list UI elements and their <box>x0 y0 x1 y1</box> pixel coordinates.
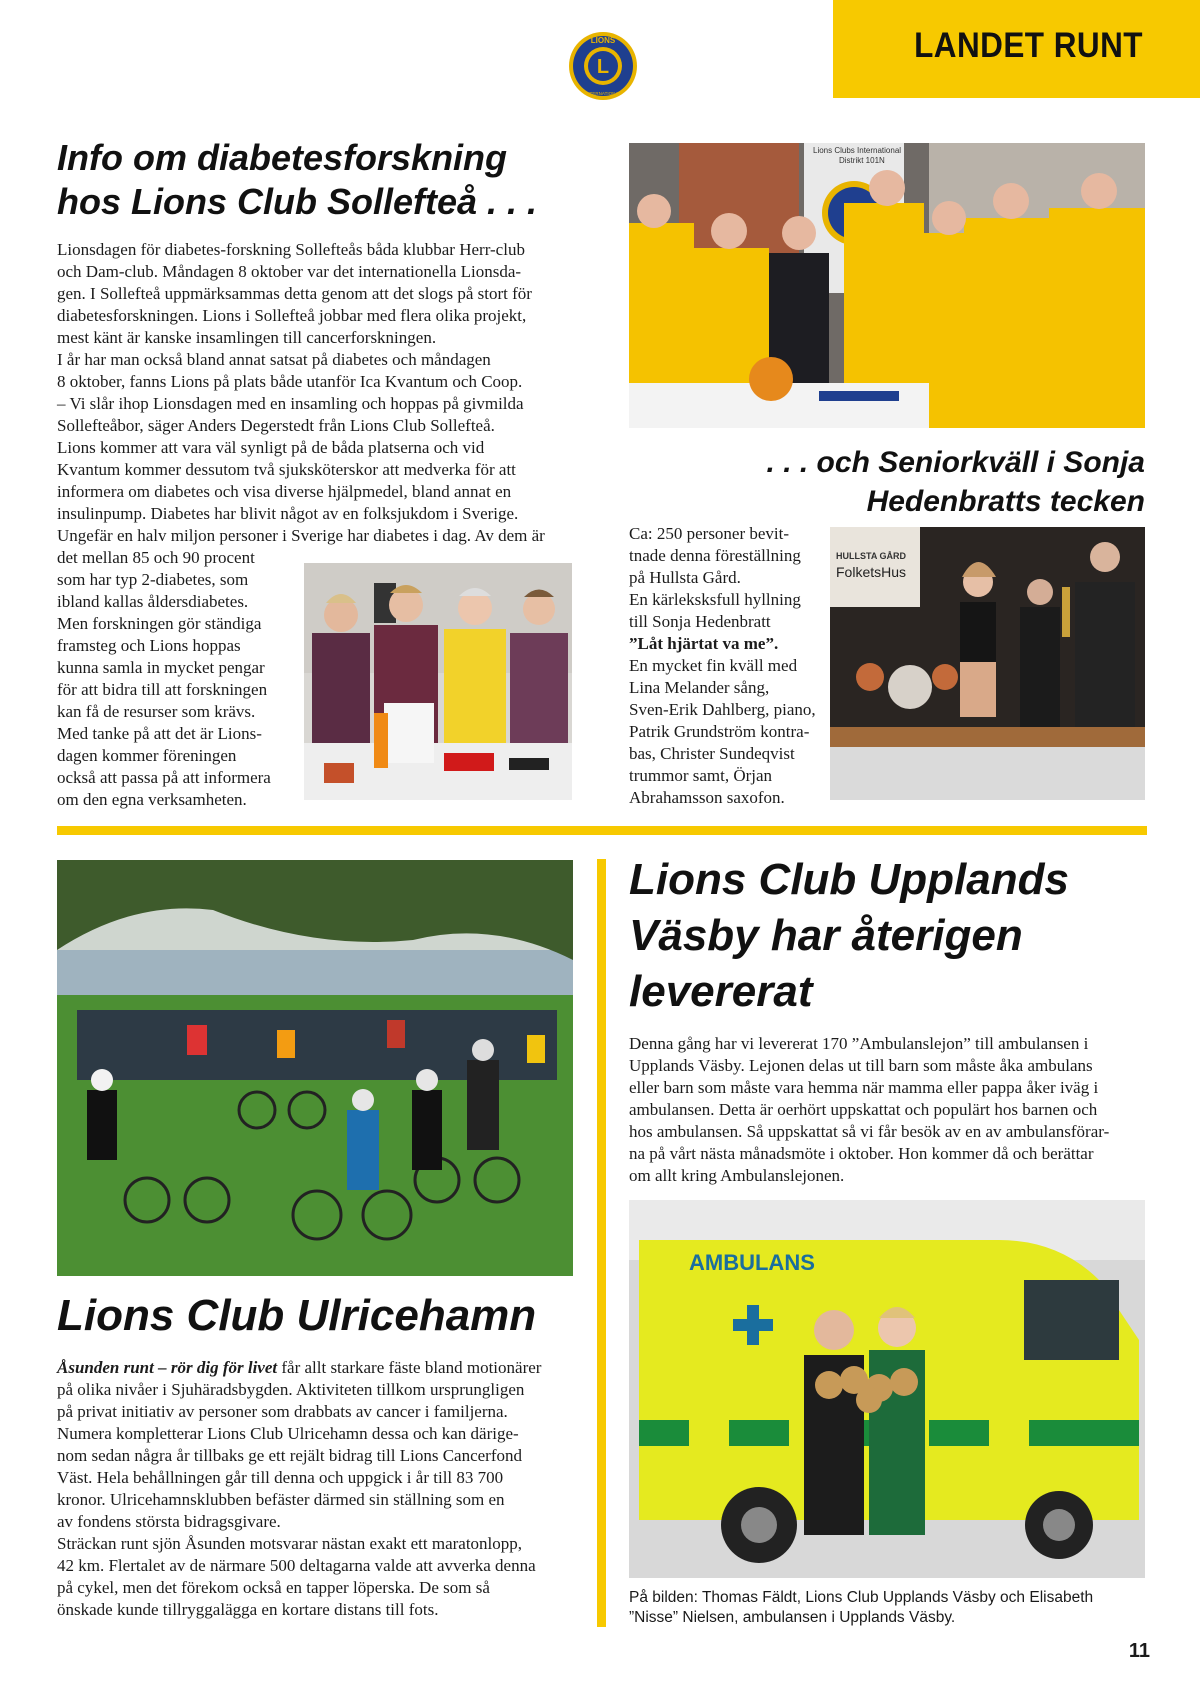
lions-logo <box>567 30 639 102</box>
article2-title <box>640 443 1145 521</box>
page-number: 11 <box>1128 1640 1150 1662</box>
article3-body-line: på cykel, men det förekom också en tapper löperska. De som så <box>57 1578 490 1597</box>
article1-body-side <box>57 547 297 811</box>
article4-title-line1: Lions Club Upplands <box>629 855 1069 904</box>
article4-body <box>629 1033 1149 1187</box>
article1-body-line: gen. I Sollefteå uppmärksammas detta genom att det slogs på stort för <box>57 284 532 303</box>
article2-body-line: trummor samt, Örjan <box>629 766 773 785</box>
article3-body-line: Väst. Hela behållningen går till denna och uppgick i år till 83 700 <box>57 1468 504 1487</box>
stage-sign-line2: FolketsHus <box>836 564 907 580</box>
article1-body-line: 8 oktober, fanns Lions på plats både utanför Ica Kvantum och Coop. <box>57 372 523 391</box>
article2-body-line: till Sonja Hedenbratt <box>629 612 771 631</box>
article2-body-line: Abrahamsson saxofon. <box>629 788 785 807</box>
article2-body-line: Lina Melander sång, <box>629 678 770 697</box>
article4-title-line3: levererat <box>629 967 813 1016</box>
article3-body-line: av fondens största bidragsgivare. <box>57 1512 281 1531</box>
article2-body-line: bas, Christer Sundeqvist <box>629 744 795 763</box>
article4-body-line: hos ambulansen. Så uppskattat så vi får besök av en av ambulansförar- <box>629 1122 1110 1141</box>
article1-body-line: Sollefteåbor, säger Anders Degerstedt från Lions Club Sollefteå. <box>57 416 495 435</box>
article1-body-line: Kvantum kommer dessutom två sjuksköterskor att medverka för att <box>57 460 516 479</box>
article2-title-line2: Hedenbratts tecken <box>866 485 1145 518</box>
article4-body-line: ambulansen. Detta är oerhört uppskattat och populärt hos barnen och <box>629 1100 1098 1119</box>
article3-body-line: Numera kompletterar Lions Club Ulricehamn dessa och kan därige- <box>57 1424 519 1443</box>
article1-body-line: dagen kommer föreningen <box>57 746 237 765</box>
article3-body-line: önskade kunde tillryggalägga en kortare distans till fots. <box>57 1600 439 1619</box>
article1-body-line: Med tanke på att det är Lions- <box>57 724 262 743</box>
article1-title <box>57 136 597 224</box>
logo-label: LIONS <box>590 36 616 45</box>
article1-title-line2: hos Lions Club Sollefteå . . . <box>57 181 538 222</box>
article4-title <box>629 852 1149 1020</box>
article1-body-line: framsteg och Lions hoppas <box>57 636 241 655</box>
article1-body-line: – Vi slår ihop Lionsdagen med en insamling och hoppas på givmilda <box>57 394 524 413</box>
caption-line2: ”Nisse” Nielsen, ambulansen i Upplands Väsby. <box>629 1609 956 1626</box>
article1-body-line: kunna samla in mycket pengar <box>57 658 265 677</box>
photo-ambulance <box>629 1200 1145 1578</box>
section-divider-vertical <box>597 859 606 1627</box>
article3-lead: Åsunden runt – rör dig för livet <box>57 1358 278 1377</box>
article1-body-line: som har typ 2-diabetes, som <box>57 570 249 589</box>
article1-body-line: Men forskningen gör ständiga <box>57 614 262 633</box>
article1-body-line: för att bidra till att forskningen <box>57 680 268 699</box>
banner-line1: Lions Clubs International <box>813 146 902 155</box>
section-title: LANDET RUNT <box>914 26 1143 65</box>
ambulance-label: AMBULANS <box>689 1250 815 1275</box>
article4-title-line2: Väsby har återigen <box>629 911 1023 960</box>
article3-body-line: på olika nivåer i Sjuhäradsbygden. Aktiviteten tillkom ursprungligen <box>57 1380 525 1399</box>
article1-body-top <box>57 239 602 547</box>
article2-body-line: ”Låt hjärtat va me”. <box>629 634 779 653</box>
logo-sub: INTERNATIONAL <box>585 91 621 96</box>
article1-body-line: det mellan 85 och 90 procent <box>57 548 255 567</box>
article4-body-line: eller barn som måste vara hemma när mamma eller pappa åker iväg i <box>629 1078 1099 1097</box>
article1-body-line: om den egna verksamheten. <box>57 790 247 809</box>
article3-body <box>57 1357 597 1621</box>
article1-body-line: också att passa på att informera <box>57 768 271 787</box>
article3-body-line: 42 km. Flertalet av de närmare 500 deltagarna valde att avverka denna <box>57 1556 536 1575</box>
article1-body-line: kan få de resurser som krävs. <box>57 702 256 721</box>
article3-body-line: kronor. Ulricehamnsklubben befäster därmed sin ställning som en <box>57 1490 505 1509</box>
article2-body-line: En kärleksksfull hyllning <box>629 590 801 609</box>
article2-body <box>629 523 834 809</box>
article4-body-line: na på vårt nästa månadsmöte i oktober. Hon kommer då och berättar <box>629 1144 1094 1163</box>
article1-body-line: informera om diabetes och visa diverse hjälpmedel, bland annat en <box>57 482 512 501</box>
article4-body-line: Denna gång har vi levererat 170 ”Ambulanslejon” till ambulansen i <box>629 1034 1089 1053</box>
article2-body-line: Ca: 250 personer bevit- <box>629 524 790 543</box>
article3-body-line: på privat initiativ av personer som drabbats av cancer i familjerna. <box>57 1402 508 1421</box>
photo-stage-concert <box>830 527 1145 800</box>
article1-body-line: och Dam-club. Måndagen 8 oktober var det internationella Lionsda- <box>57 262 522 281</box>
article1-body-line: Lions kommer att vara väl synligt på de båda platserna och vid <box>57 438 485 457</box>
banner-line2: Distrikt 101N <box>839 156 885 165</box>
article3-body-line: nom sedan några år tillbaks ge ett rejält bidrag till Lions Cancerfond <box>57 1446 522 1465</box>
article3-first-line-rest: får allt starkare fäste bland motionärer <box>277 1358 542 1377</box>
article1-body-line: insulinpump. Diabetes har blivit något av en folksjukdom i Sverige. <box>57 504 519 523</box>
stage-sign-line1: HULLSTA GÅRD <box>836 551 906 561</box>
article1-body-line: Lionsdagen för diabetes-forskning Sollefteås båda klubbar Herr-club <box>57 240 525 259</box>
article2-body-line: En mycket fin kväll med <box>629 656 798 675</box>
photo-cyclists <box>57 860 573 1276</box>
photo-lions-group <box>629 143 1145 428</box>
logo-letter: L <box>596 56 610 78</box>
article2-body-line: på Hullsta Gård. <box>629 568 741 587</box>
article3-first-line <box>57 1357 597 1379</box>
article4-body-line: Upplands Väsby. Lejonen delas ut till barn som måste åka ambulans <box>629 1056 1093 1075</box>
section-divider-horizontal <box>57 826 1147 835</box>
article1-body-line: Ungefär en halv miljon personer i Sverige har diabetes i dag. Av dem är <box>57 526 545 545</box>
article1-body-line: diabetesforskningen. Lions i Sollefteå jobbar med flera olika projekt, <box>57 306 527 325</box>
article4-body-line: om allt kring Ambulanslejonen. <box>629 1166 845 1185</box>
photo-lions-ladies <box>304 563 572 800</box>
article1-body-line: mest känt är kanske insamlingen till cancerforskningen. <box>57 328 437 347</box>
caption-line1: På bilden: Thomas Fäldt, Lions Club Upplands Väsby och Elisabeth <box>629 1589 1094 1606</box>
article1-body-line: ibland kallas åldersdiabetes. <box>57 592 249 611</box>
article2-body-line: tnade denna föreställning <box>629 546 801 565</box>
article2-body-line: Sven-Erik Dahlberg, piano, <box>629 700 816 719</box>
article1-title-line1: Info om diabetesforskning <box>57 137 508 178</box>
article3-body-line: Sträckan runt sjön Åsunden motsvarar nästan exakt ett maratonlopp, <box>57 1534 523 1553</box>
article3-title: Lions Club Ulricehamn <box>57 1291 537 1340</box>
article2-title-line1: . . . och Seniorkväll i Sonja <box>766 446 1145 479</box>
article2-body-line: Patrik Grundström kontra- <box>629 722 810 741</box>
article1-body-line: I år har man också bland annat satsat på diabetes och måndagen <box>57 350 491 369</box>
article4-caption <box>629 1588 1149 1628</box>
